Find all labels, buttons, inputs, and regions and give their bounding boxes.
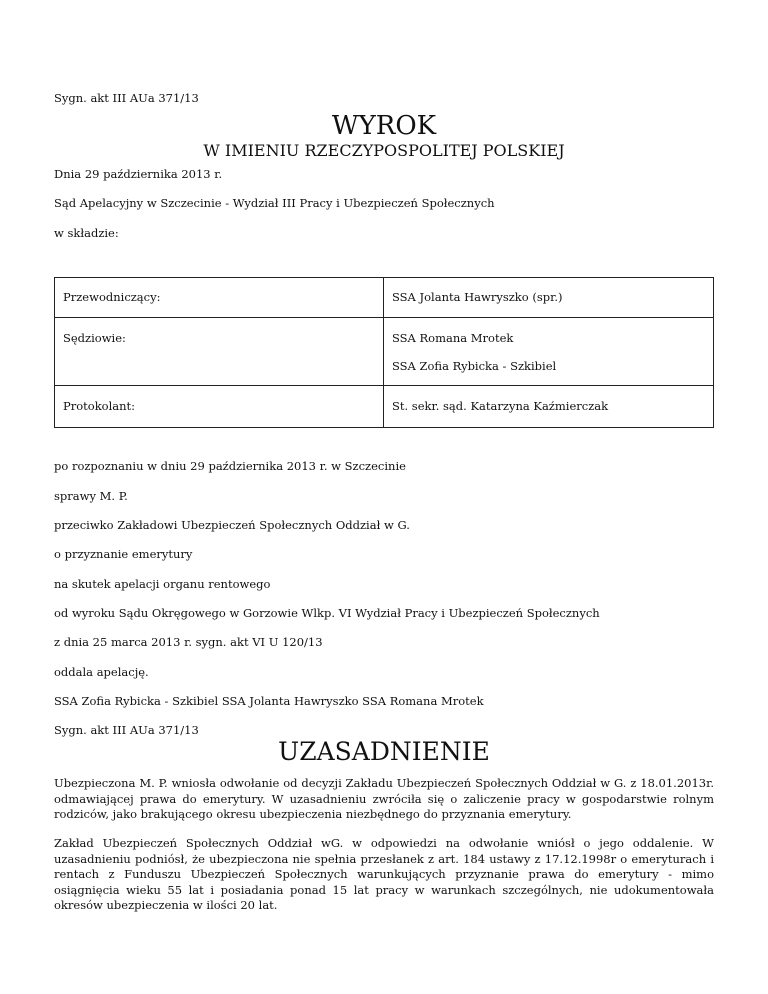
- composition-intro: w składzie:: [54, 226, 119, 240]
- names-cell: [384, 278, 714, 318]
- table-row: [55, 318, 714, 386]
- role-cell: [55, 386, 384, 428]
- role-cell: [55, 318, 384, 386]
- role-cell: [55, 278, 384, 318]
- presiding-judge-name: SSA Jolanta Hawryszko (spr.): [392, 290, 563, 304]
- table-row: [55, 278, 714, 318]
- judgment-date: Dnia 29 października 2013 r.: [54, 167, 223, 181]
- names-cell: [384, 386, 714, 428]
- case-subject: o przyznanie emerytury: [54, 547, 193, 561]
- lower-court-judgment: od wyroku Sądu Okręgowego w Gorzowie Wlkp. VI Wydział Pracy i Ubezpieczeń Społecznych: [54, 606, 600, 620]
- proceedings-line: po rozpoznaniu w dniu 29 października 2013 r. w Szczecinie: [54, 459, 406, 473]
- verdict: oddala apelację.: [54, 665, 149, 679]
- case-party: sprawy M. P.: [54, 489, 128, 503]
- judge-name-1: SSA Romana Mrotek: [392, 331, 514, 345]
- lower-court-date: z dnia 25 marca 2013 r. sygn. akt VI U 120/13: [54, 635, 323, 649]
- role-presiding: Przewodniczący:: [63, 290, 161, 304]
- justification-title: UZASADNIENIE: [278, 737, 490, 766]
- case-signature-top: Sygn. akt III AUa 371/13: [54, 91, 199, 105]
- justification-paragraph-2: Zakład Ubezpieczeń Społecznych Oddział wG. w odpowiedzi na odwołanie wniósł o jego oddalenie. W uzasadnieniu podniósł, że ubezpieczona nie spełnia przesłanek z art. 184 ustawy z 17.12.1998r o emeryturach i rentach z Funduszu Ubezpieczeń Społecznych warunkujących przyznanie prawa do emerytury - mimo osiągnięcia wieku 55 lat i posiadania ponad 15 lat pracy w warunkach szczególnych, nie udokumentowała okresów ubezpieczenia w ilości 20 lat.: [54, 836, 714, 912]
- clerk-name: St. sekr. sąd. Katarzyna Kaźmierczak: [392, 399, 609, 413]
- table-row: [55, 386, 714, 428]
- court-composition-table: [54, 277, 714, 428]
- justification-paragraph-1: Ubezpieczona M. P. wniosła odwołanie od decyzji Zakładu Ubezpieczeń Społecznych Oddział w G. z 18.01.2013r. odmawiającej prawa do emerytury. W uzasadnieniu zwróciła się o zaliczenie pracy w gospodarstwie rolnym rodziców, jako brakującego okresu ubezpieczenia niezbędnego do przyznania emerytury.: [54, 776, 714, 821]
- role-judges: Sędziowie:: [63, 331, 126, 345]
- appeal-source: na skutek apelacji organu rentowego: [54, 577, 271, 591]
- document-title: WYROK: [331, 111, 437, 141]
- court-name: Sąd Apelacyjny w Szczecinie - Wydział III Pracy i Ubezpieczeń Społecznych: [54, 196, 495, 210]
- document-subtitle: W IMIENIU RZECZYPOSPOLITEJ POLSKIEJ: [203, 141, 565, 160]
- judges-signatures: SSA Zofia Rybicka - Szkibiel SSA Jolanta Hawryszko SSA Romana Mrotek: [54, 694, 484, 708]
- case-opponent: przeciwko Zakładowi Ubezpieczeń Społecznych Oddział w G.: [54, 518, 410, 532]
- names-cell: [384, 318, 714, 386]
- judge-name-2: SSA Zofia Rybicka - Szkibiel: [392, 359, 557, 373]
- role-clerk: Protokolant:: [63, 399, 136, 413]
- case-signature-bottom: Sygn. akt III AUa 371/13: [54, 723, 199, 737]
